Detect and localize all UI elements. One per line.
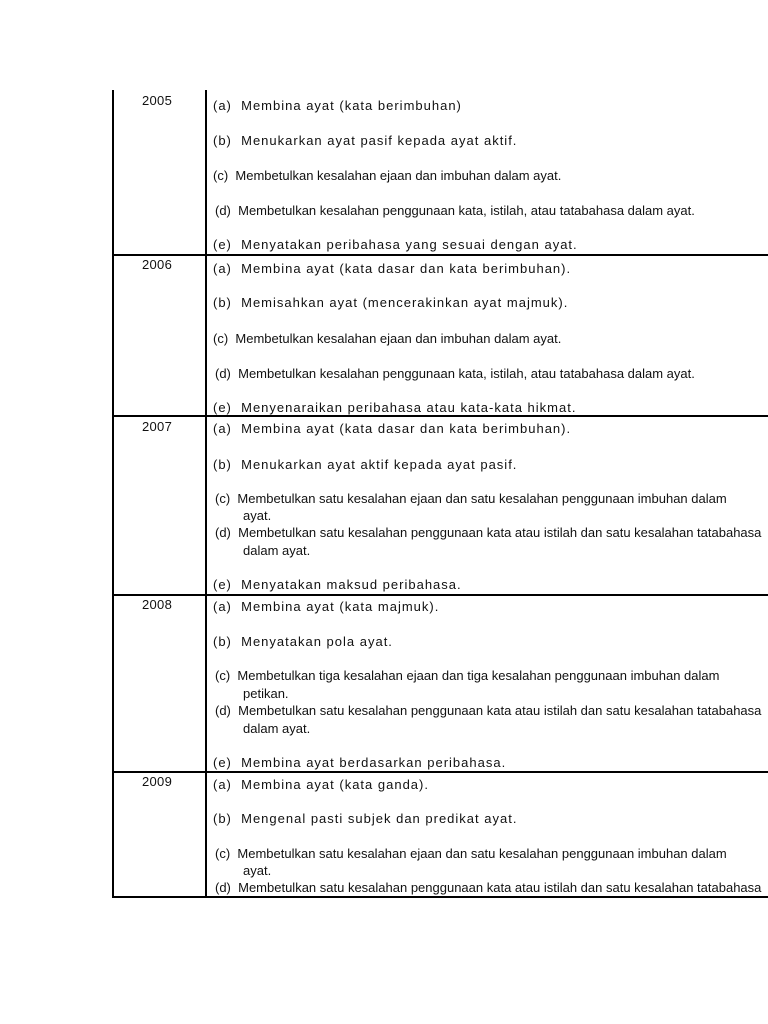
list-item-continuation: dalam ayat. bbox=[243, 543, 311, 558]
year-cell: 2008 bbox=[142, 597, 173, 612]
list-item-continuation: ayat. bbox=[243, 863, 272, 878]
list-item: (a) Membina ayat (kata berimbuhan) bbox=[213, 98, 462, 113]
list-item: (c) Membetulkan tiga kesalahan ejaan dan tiga kesalahan penggunaan imbuhan dalam bbox=[215, 668, 720, 683]
list-item: (c) Membetulkan satu kesalahan ejaan dan satu kesalahan penggunaan imbuhan dalam bbox=[215, 491, 727, 506]
list-item: (d) Membetulkan kesalahan penggunaan kata, istilah, atau tatabahasa dalam ayat. bbox=[215, 203, 695, 218]
table-column-divider bbox=[205, 90, 207, 898]
row-divider bbox=[112, 254, 768, 256]
list-item: (e) Menyenaraikan peribahasa atau kata-kata hikmat. bbox=[213, 400, 577, 415]
list-item: (d) Membetulkan satu kesalahan penggunaan kata atau istilah dan satu kesalahan tatabahasa bbox=[215, 880, 762, 895]
table-left-border bbox=[112, 90, 114, 898]
list-item: (b) Menukarkan ayat aktif kepada ayat pasif. bbox=[213, 457, 518, 472]
year-cell: 2005 bbox=[142, 93, 173, 108]
list-item: (e) Menyatakan peribahasa yang sesuai dengan ayat. bbox=[213, 237, 578, 252]
list-item: (e) Membina ayat berdasarkan peribahasa. bbox=[213, 755, 507, 770]
year-cell: 2009 bbox=[142, 774, 173, 789]
list-item-continuation: ayat. bbox=[243, 508, 272, 523]
list-item: (d) Membetulkan satu kesalahan penggunaan kata atau istilah dan satu kesalahan tatabahasa bbox=[215, 703, 762, 718]
year-cell: 2006 bbox=[142, 257, 173, 272]
year-cell: 2007 bbox=[142, 419, 173, 434]
list-item: (b) Menukarkan ayat pasif kepada ayat aktif. bbox=[213, 133, 518, 148]
list-item: (c) Membetulkan kesalahan ejaan dan imbuhan dalam ayat. bbox=[213, 168, 562, 183]
list-item: (a) Membina ayat (kata majmuk). bbox=[213, 599, 440, 614]
list-item: (d) Membetulkan kesalahan penggunaan kata, istilah, atau tatabahasa dalam ayat. bbox=[215, 366, 695, 381]
list-item: (b) Mengenal pasti subjek dan predikat ayat. bbox=[213, 811, 518, 826]
list-item: (a) Membina ayat (kata dasar dan kata berimbuhan). bbox=[213, 421, 572, 436]
list-item: (c) Membetulkan satu kesalahan ejaan dan satu kesalahan penggunaan imbuhan dalam bbox=[215, 846, 727, 861]
row-divider bbox=[112, 415, 768, 417]
table-bottom-border bbox=[112, 896, 768, 898]
list-item: (a) Membina ayat (kata dasar dan kata berimbuhan). bbox=[213, 261, 572, 276]
list-item: (b) Memisahkan ayat (mencerakinkan ayat majmuk). bbox=[213, 295, 569, 310]
list-item-continuation: petikan. bbox=[243, 686, 289, 701]
list-item-continuation: dalam ayat. bbox=[243, 721, 311, 736]
row-divider bbox=[112, 771, 768, 773]
list-item: (c) Membetulkan kesalahan ejaan dan imbuhan dalam ayat. bbox=[213, 331, 562, 346]
row-divider bbox=[112, 594, 768, 596]
list-item: (d) Membetulkan satu kesalahan penggunaan kata atau istilah dan satu kesalahan tatabahasa bbox=[215, 525, 762, 540]
list-item: (b) Menyatakan pola ayat. bbox=[213, 634, 393, 649]
list-item: (e) Menyatakan maksud peribahasa. bbox=[213, 577, 462, 592]
list-item: (a) Membina ayat (kata ganda). bbox=[213, 777, 429, 792]
